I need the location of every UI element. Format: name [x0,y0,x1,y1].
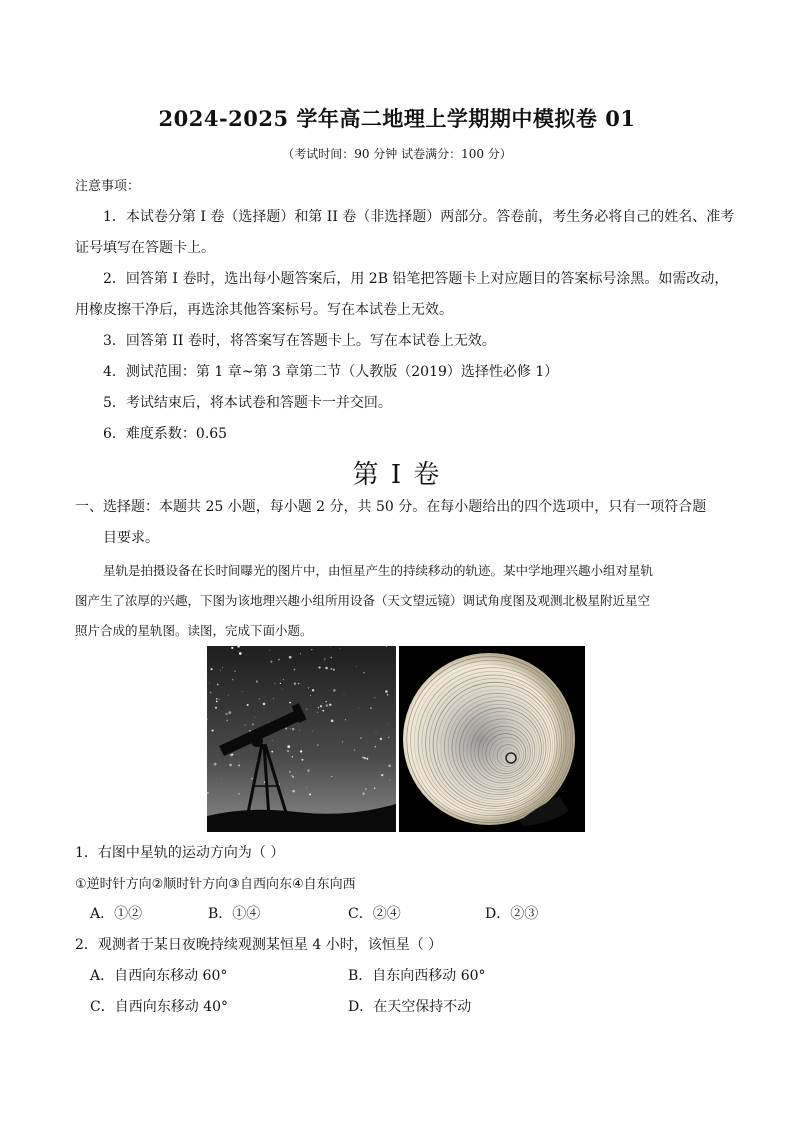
notice-item-5: 5．考试结束后，将本试卷和答题卡一并交回。 [103,395,392,411]
exam-title: 2024-2025 学年高二地理上学期期中模拟卷 01 [158,106,636,131]
question-1-stem: 1．右图中星轨的运动方向为（ ） [75,845,285,861]
section-instruction: 一、选择题：本题共 25 小题，每小题 2 分，共 50 分。在每小题给出的四个选项中，只有一项符合题 [75,499,707,515]
telescope-photo [207,646,396,832]
notice-heading: 注意事项： [75,179,141,194]
question-1-statements: ①逆时针方向②顺时针方向③自西向东④自东向西 [75,877,356,892]
notice-item-6: 6．难度系数：0.65 [103,426,228,442]
star-trail-photo [399,646,585,832]
section-instruction-cont: 目要求。 [103,530,159,546]
question-2-option-a[interactable]: A．自西向东移动 60° [90,968,228,984]
notice-item-4: 4．测试范围：第 1 章~第 3 章第二节（人教版（2019）选择性必修 1） [103,364,559,380]
question-2-option-d[interactable]: D．在天空保持不动 [348,999,472,1015]
question-1-option-c[interactable]: C．②④ [348,906,401,922]
section-title: 第 I 卷 [352,460,442,490]
notice-item-2-cont: 用橡皮擦干净后，再选涂其他答案标号。写在本试卷上无效。 [75,302,453,318]
question-2-stem: 2．观测者于某日夜晚持续观测某恒星 4 小时，该恒星（ ） [75,937,443,953]
passage-line-2: 图产生了浓厚的兴趣，下图为该地理兴趣小组所用设备（天文望远镜）调试角度图及观测北极星附近星空 [75,593,651,608]
question-2-option-b[interactable]: B．自东向西移动 60° [348,968,486,984]
question-1-option-d[interactable]: D．②③ [485,906,539,922]
notice-item-1: 1．本试卷分第 I 卷（选择题）和第 II 卷（非选择题）两部分。答卷前，考生务必将自己的姓名、准考 [103,209,735,225]
passage-line-3: 照片合成的星轨图。读图，完成下面小题。 [75,623,313,638]
question-2-option-c[interactable]: C．自西向东移动 40° [90,999,228,1015]
question-1-option-a[interactable]: A．①② [90,906,143,922]
passage-line-1: 星轨是拍摄设备在长时间曝光的图片中，由恒星产生的持续移动的轨迹。某中学地理兴趣小组对星轨 [103,563,654,578]
question-1-option-b[interactable]: B．①④ [208,906,261,922]
notice-item-1-cont: 证号填写在答题卡上。 [75,240,215,256]
notice-item-2: 2．回答第 I 卷时，选出每小题答案后，用 2B 铅笔把答题卡上对应题目的答案标号涂黑。如需改动， [103,271,729,287]
notice-item-3: 3．回答第 II 卷时，将答案写在答题卡上。写在本试卷上无效。 [103,333,496,349]
exam-subtitle: （考试时间：90 分钟 试卷满分：100 分） [282,147,512,161]
